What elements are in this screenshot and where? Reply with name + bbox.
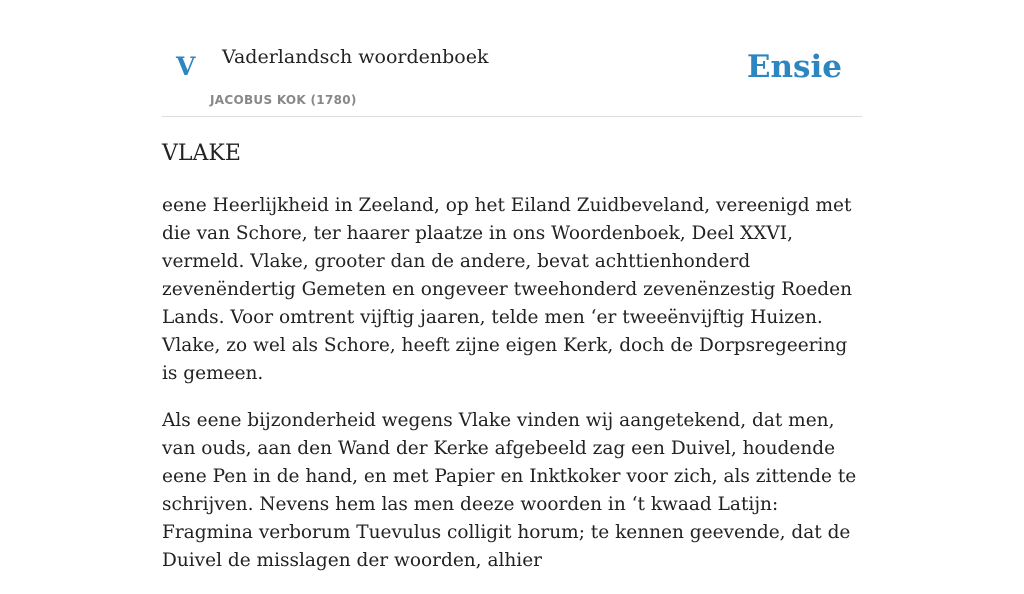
book-title[interactable]: Vaderlandsch woordenboek bbox=[222, 46, 489, 68]
entry-paragraph: Als eene bijzonderheid wegens Vlake vinden wij aangetekend, dat men, van ouds, aan den Wand der Kerke afgebeeld zag een Duivel, houdende eene Pen in de hand, en met Papier en Inktkoker voor zich, als zittende te schrijven. Nevens hem las men deeze woorden in ‘t kwaad Latijn: Fragmina verborum Tuevulus colligit horum; te kennen geevende, dat de Duivel de misslagen der woorden, alhier bbox=[162, 410, 857, 571]
author-label: JACOBUS KOK (1780) bbox=[210, 93, 357, 107]
index-letter[interactable]: V bbox=[176, 52, 196, 81]
ensie-logo[interactable]: Ensie bbox=[746, 49, 842, 85]
header bbox=[162, 30, 862, 117]
entry-paragraph: eene Heerlijkheid in Zeeland, op het Eiland Zuidbeveland, vereenigd met die van Schore, ter haarer plaatze in ons Woordenboek, Deel XXVI, vermeld. Vlake, grooter dan de andere, bevat achttienhonderd zevenëndertig Gemeten en ongeveer tweehonderd zevenënzestig Roeden Lands. Voor omtrent vijftig jaaren, telde men ‘er tweeënvijftig Huizen. Vlake, zo wel als Schore, heeft zijne eigen Kerk, doch de Dorpsregeering is gemeen. bbox=[162, 195, 852, 384]
entry-body bbox=[162, 192, 862, 594]
entry-headword: VLAKE bbox=[162, 141, 241, 166]
